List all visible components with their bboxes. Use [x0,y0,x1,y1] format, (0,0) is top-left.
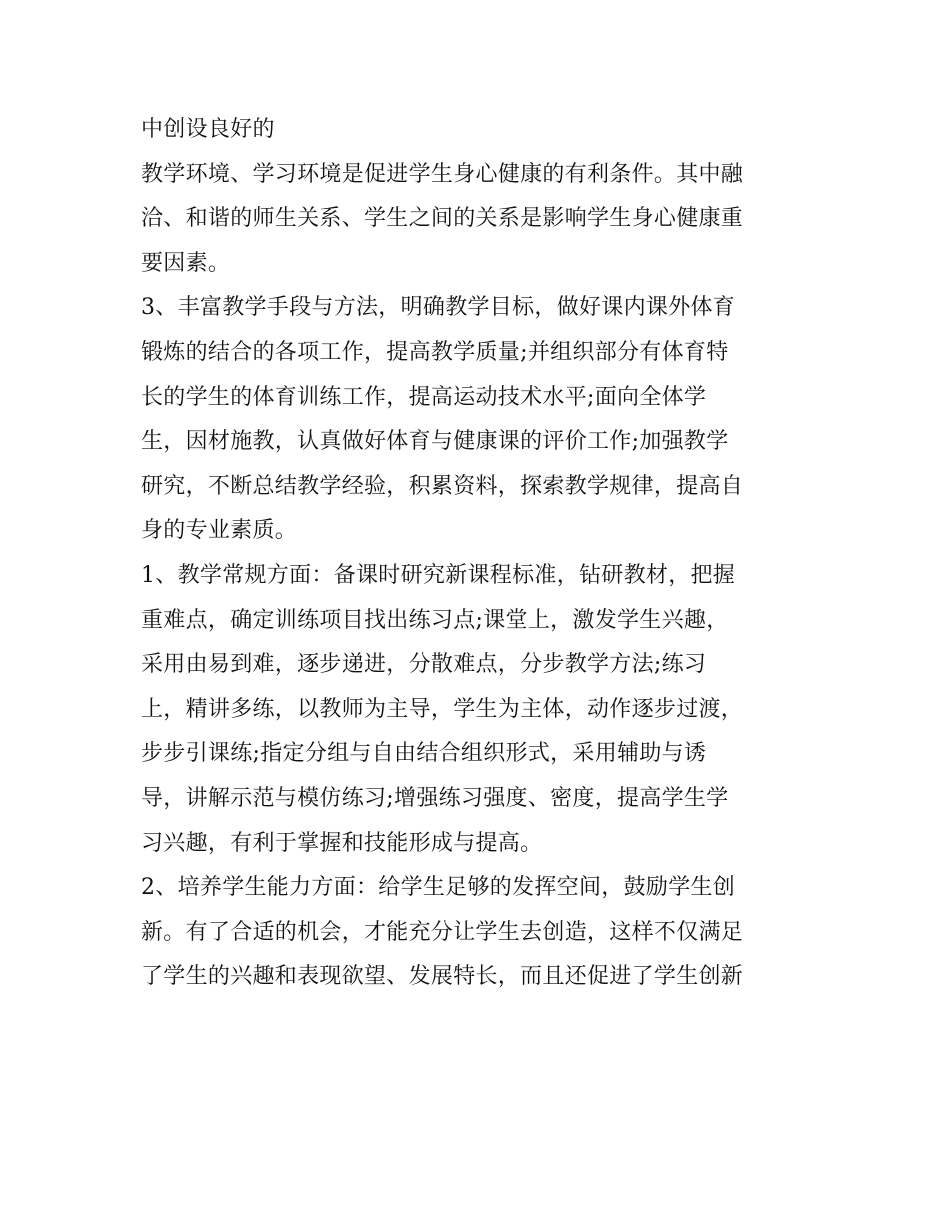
text-line: 要因素。 [141,250,231,276]
text-line: 1、教学常规方面：备课时研究新课程标准，钻研教材，把握 [141,562,736,588]
text-line: 教学环境、学习环境是促进学生身心健康的有利条件。其中融 [141,161,744,187]
text-line: 导，讲解示范与模仿练习;增强练习强度、密度，提高学生学 [141,785,729,811]
text-line: 了学生的兴趣和表现欲望、发展特长，而且还促进了学生创新 [141,964,744,990]
text-line: 采用由易到难，逐步递进，分散难点，分步教学方法;练习 [141,652,707,678]
text-line: 洽、和谐的师生关系、学生之间的关系是影响学生身心健康重 [141,206,744,232]
text-line: 步步引课练;指定分组与自由结合组织形式，采用辅助与诱 [141,741,707,767]
text-line: 长的学生的体育训练工作，提高运动技术水平;面向全体学 [141,384,707,410]
text-line: 生，因材施教，认真做好体育与健康课的评价工作;加强教学 [141,429,729,455]
text-line: 上，精讲多练，以教师为主导，学生为主体，动作逐步过渡， [141,696,744,722]
text-line: 研究，不断总结教学经验，积累资料，探索教学规律，提高自 [141,473,744,499]
text-line: 中创设良好的 [141,117,275,142]
document-body [141,108,813,1000]
text-line: 2、培养学生能力方面：给学生足够的发挥空间，鼓励学生创 [141,875,736,901]
text-line: 3、丰富教学手段与方法，明确教学目标，做好课内课外体育 [141,295,736,321]
text-line: 习兴趣，有利于掌握和技能形成与提高。 [141,830,543,856]
text-line: 身的专业素质。 [141,518,298,544]
text-line: 重难点，确定训练项目找出练习点;课堂上，激发学生兴趣， [141,607,729,633]
text-line: 锻炼的结合的各项工作，提高教学质量;并组织部分有体育特 [141,339,729,365]
text-line: 新。有了合适的机会，才能充分让学生去创造，这样不仅满足 [141,919,744,945]
